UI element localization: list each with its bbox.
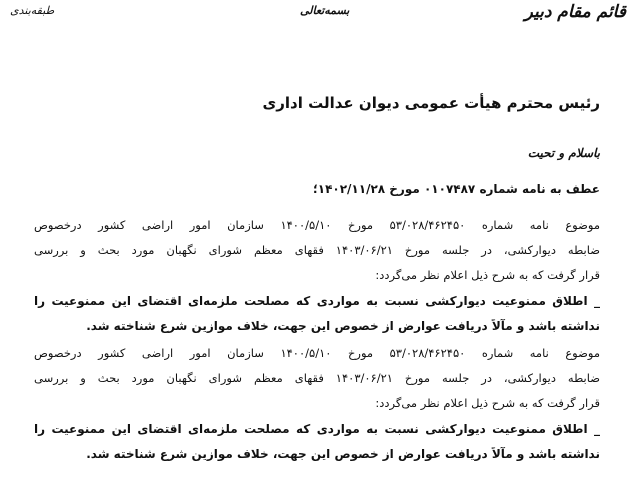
ruling-line: _ اطلاق ممنوعیت دیوارکشی نسبت به مواردی که مصلحت ملزمه‌ای اقتضای این ممنوعیت را xyxy=(34,294,600,308)
reference-line: عطف به نامه شماره ۰۱۰۷۴۸۷ مورخ ۱۴۰۲/۱۱/۲۸؛ xyxy=(312,182,600,196)
ruling-line: نداشته باشد و مآلاً دریافت عوارض از خصوص این جهت، خلاف موازین شرع شناخته شد. xyxy=(86,447,600,461)
ruling-line: نداشته باشد و مآلاً دریافت عوارض از خصوص این جهت، خلاف موازین شرع شناخته شد. xyxy=(86,319,600,333)
body-line: موضوع نامه شماره ۵۳/۰۲۸/۴۶۲۴۵۰ مورخ ۱۴۰۰/۵/۱۰ سازمان امور اراضی کشور درخصوص xyxy=(34,218,600,232)
body-line: موضوع نامه شماره ۵۳/۰۲۸/۴۶۲۴۵۰ مورخ ۱۴۰۰/۵/۱۰ سازمان امور اراضی کشور درخصوص xyxy=(34,346,600,360)
header-basmala: بسمه‌تعالی xyxy=(300,4,350,17)
addressee-title: رئیس محترم هیأت عمومی دیوان عدالت اداری xyxy=(262,94,600,112)
body-line: قرار گرفت که به شرح ذیل اعلام نظر می‌گردد: xyxy=(375,396,600,410)
ruling-line: _ اطلاق ممنوعیت دیوارکشی نسبت به مواردی که مصلحت ملزمه‌ای اقتضای این ممنوعیت را xyxy=(34,422,600,436)
header-signatory: قائم مقام دبیر xyxy=(524,2,626,22)
body-line: قرار گرفت که به شرح ذیل اعلام نظر می‌گردد: xyxy=(375,268,600,282)
header-classification: طبقه‌بندی xyxy=(10,4,55,17)
body-line: ضابطه دیوارکشی، در جلسه مورخ ۱۴۰۳/۰۶/۲۱ فقهای معظم شورای نگهبان مورد بحث و بررسی xyxy=(34,243,600,257)
greeting: باسلام و تحیت xyxy=(527,146,600,160)
body-line: ضابطه دیوارکشی، در جلسه مورخ ۱۴۰۳/۰۶/۲۱ فقهای معظم شورای نگهبان مورد بحث و بررسی xyxy=(34,371,600,385)
